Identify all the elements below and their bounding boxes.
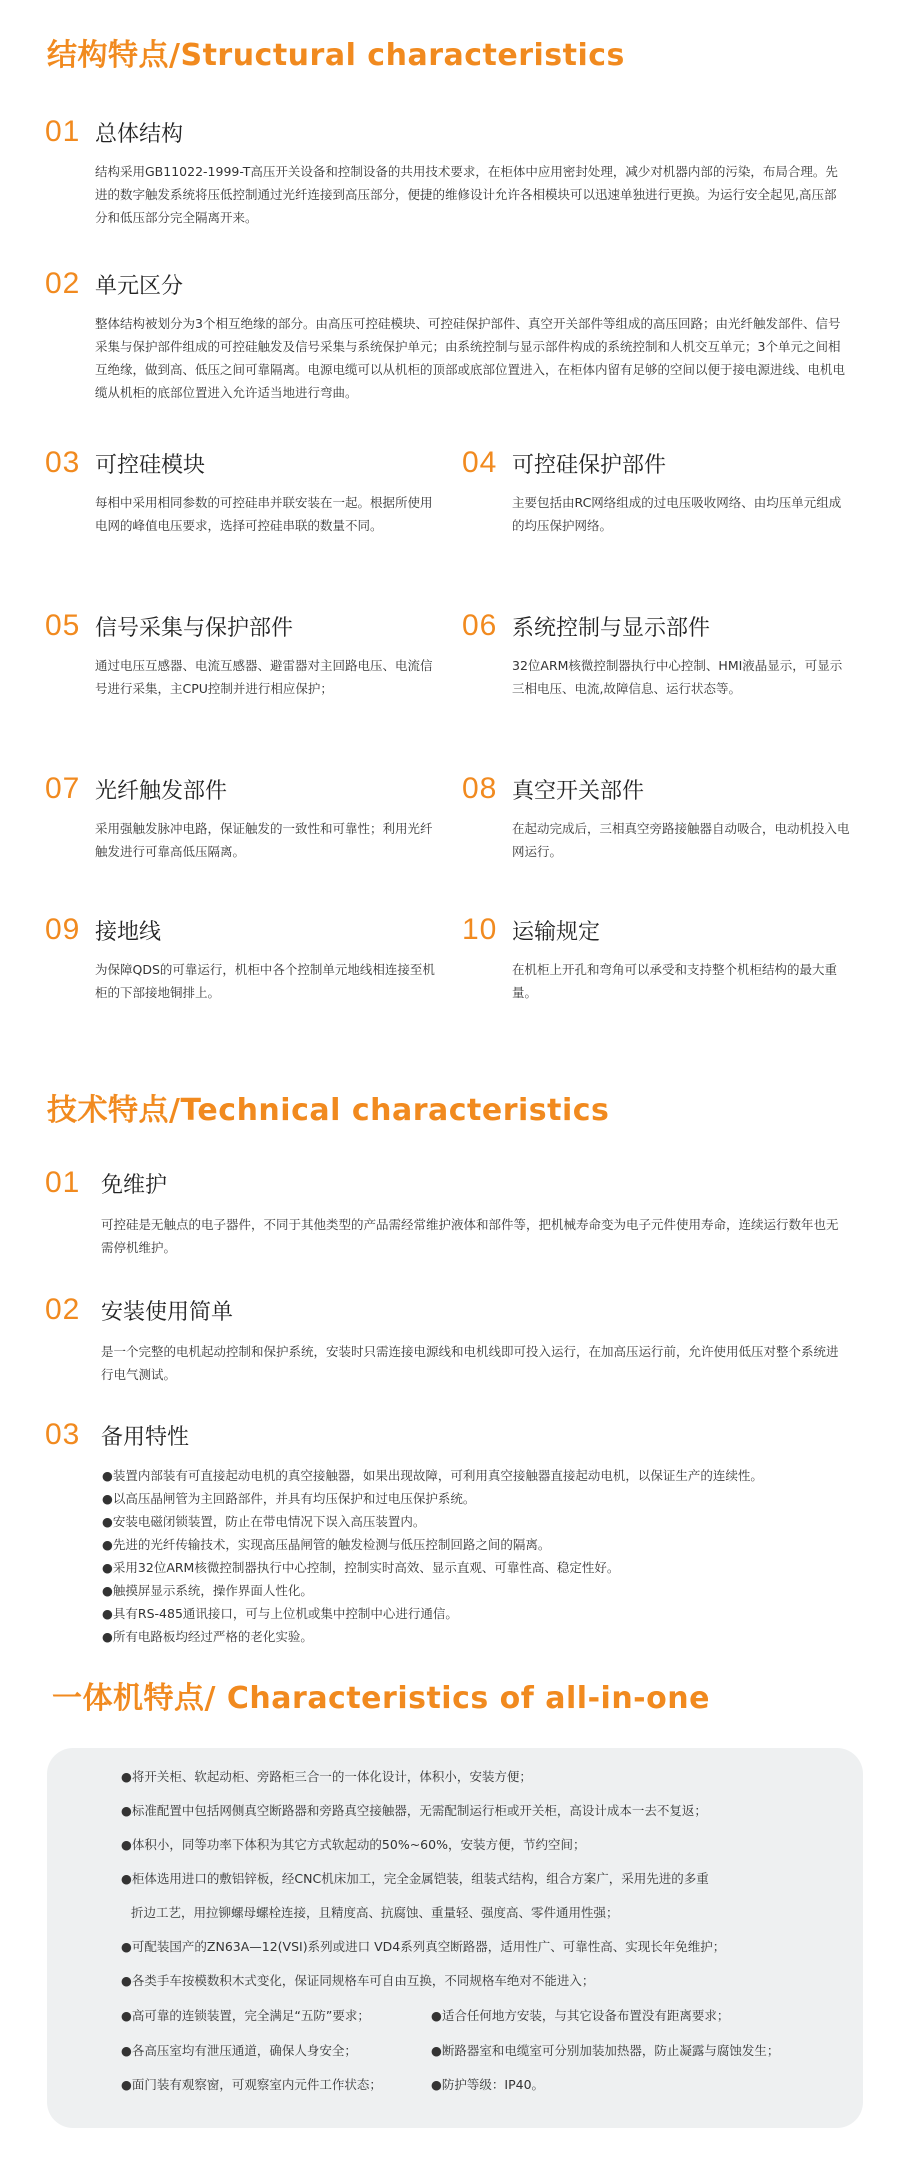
- item-title: 备用特性: [101, 1424, 190, 1450]
- item-title: 光纤触发部件: [95, 778, 228, 804]
- item-number: 09: [45, 913, 81, 946]
- list-item: ●以高压晶闸管为主回路部件，并具有均压保护和过电压保护系统。: [102, 1491, 476, 1506]
- item-text: 在机柜上开孔和弯角可以承受和支持整个机柜结构的最大重量。: [512, 962, 838, 1000]
- list-item: ●防护等级：IP40。: [431, 2077, 545, 2092]
- list-item: ●断路器室和电缆室可分别加装加热器，防止凝露与腐蚀发生；: [431, 2043, 780, 2058]
- technical-item-01: [45, 1163, 845, 1259]
- list-item: ●标准配置中包括网侧真空断路器和旁路真空接触器，无需配制运行柜或开关柜，高设计成本一去不复返；: [121, 1803, 707, 1818]
- structural-item-04: [462, 443, 852, 537]
- technical-item-02: [45, 1290, 845, 1386]
- structural-item-07: [45, 769, 435, 863]
- structural-item-01: [45, 112, 845, 229]
- item-number: 03: [45, 446, 81, 479]
- item-text: 采用强触发脉冲电路，保证触发的一致性和可靠性；利用光纤触发进行可靠高低压隔离。: [95, 821, 433, 859]
- list-item: ●采用32位ARM核微控制器执行中心控制，控制实时高效、显示直观、可靠性高、稳定性好。: [102, 1560, 620, 1575]
- item-number: 01: [45, 1166, 81, 1199]
- item-text: 是一个完整的电机起动控制和保护系统，安装时只需连接电源线和电机线即可投入运行，在加高压运行前，允许使用低压对整个系统进行电气测试。: [101, 1344, 839, 1382]
- item-title: 总体结构: [95, 121, 184, 147]
- item-number: 08: [462, 772, 498, 805]
- list-item: ●先进的光纤传输技术，实现高压晶闸管的触发检测与低压控制回路之间的隔离。: [102, 1537, 551, 1552]
- item-number: 02: [45, 267, 81, 300]
- structural-section-title: 结构特点/Structural characteristics: [47, 38, 625, 73]
- item-title: 系统控制与显示部件: [512, 615, 711, 641]
- item-title: 信号采集与保护部件: [95, 615, 294, 641]
- structural-item-08: [462, 769, 852, 863]
- item-text: 每相中采用相同参数的可控硅串并联安装在一起。根据所使用电网的峰值电压要求，选择可控硅串联的数量不同。: [95, 495, 433, 533]
- item-number: 07: [45, 772, 81, 805]
- item-title: 安装使用简单: [101, 1299, 234, 1325]
- item-number: 10: [462, 913, 498, 946]
- structural-item-06: [462, 606, 852, 700]
- list-item: ●装置内部装有可直接起动电机的真空接触器，如果出现故障，可利用真空接触器直接起动电机，以保证生产的连续性。: [102, 1468, 763, 1483]
- structural-item-09: [45, 910, 435, 1004]
- allinone-section-title: 一体机特点/ Characteristics of all-in-one: [52, 1681, 710, 1716]
- item-title: 单元区分: [95, 273, 184, 299]
- item-number: 05: [45, 609, 81, 642]
- item-title: 运输规定: [512, 919, 601, 945]
- list-item: ●面门装有观察窗，可观察室内元件工作状态；: [121, 2077, 382, 2092]
- item-title: 可控硅模块: [95, 452, 206, 478]
- item-text: 为保障QDS的可靠运行，机柜中各个控制单元地线相连接至机柜的下部接地铜排上。: [95, 962, 435, 1000]
- technical-section-title: 技术特点/Technical characteristics: [47, 1093, 610, 1128]
- backup-features-list: [102, 1464, 862, 1648]
- item-text: 可控硅是无触点的电子器件，不同于其他类型的产品需经常维护液体和部件等，把机械寿命变为电子元件使用寿命，连续运行数年也无需停机维护。: [101, 1217, 839, 1255]
- item-number: 04: [462, 446, 498, 479]
- item-number: 02: [45, 1293, 81, 1326]
- item-number: 06: [462, 609, 498, 642]
- item-text: 在起动完成后，三相真空旁路接触器自动吸合，电动机投入电网运行。: [512, 821, 850, 859]
- list-item: ●体积小，同等功率下体积为其它方式软起动的50%~60%，安装方便，节约空间；: [121, 1837, 586, 1852]
- item-number: 03: [45, 1418, 81, 1451]
- list-item: 折边工艺，用拉铆螺母螺栓连接，且精度高、抗腐蚀、重量轻、强度高、零件通用性强；: [131, 1905, 619, 1920]
- structural-item-03: [45, 443, 435, 537]
- item-text: 通过电压互感器、电流互感器、避雷器对主回路电压、电流信号进行采集，主CPU控制并进行相应保护；: [95, 658, 433, 696]
- list-item: ●将开关柜、软起动柜、旁路柜三合一的一体化设计，体积小，安装方便；: [121, 1769, 532, 1784]
- item-title: 可控硅保护部件: [512, 452, 667, 478]
- list-item: ●安装电磁闭锁装置，防止在带电情况下误入高压装置内。: [102, 1514, 426, 1529]
- structural-item-05: [45, 606, 435, 700]
- list-item: ●各类手车按模数积木式变化，保证同规格车可自由互换，不同规格车绝对不能进入；: [121, 1973, 595, 1988]
- list-item: ●各高压室均有泄压通道，确保人身安全；: [121, 2043, 357, 2058]
- item-text: 整体结构被划分为3个相互绝缘的部分。由高压可控硅模块、可控硅保护部件、真空开关部件等组成的高压回路；由光纤触发部件、信号采集与保护部件组成的可控硅触发及信号采集与系统保护单元；由系统控制与显示部件构成的系统控制和人机交互单元；3个单元之间相互绝缘，做到高、低压之间可靠隔离。电源电缆可以从机柜的顶部或底部位置进入，在柜体内留有足够的空间以便于接电源进线、电机电缆从机柜的底部位置进入允许适当地进行弯曲。: [95, 316, 846, 400]
- item-text: 32位ARM核微控制器执行中心控制、HMI液晶显示，可显示三相电压、电流,故障信息、运行状态等。: [512, 658, 843, 696]
- structural-item-10: [462, 910, 852, 1004]
- item-title: 免维护: [101, 1172, 168, 1198]
- item-title: 接地线: [95, 919, 162, 945]
- item-number: 01: [45, 115, 81, 148]
- item-text: 结构采用GB11022-1999-T高压开关设备和控制设备的共用技术要求，在柜体中应用密封处理，减少对机器内部的污染，布局合理。先进的数字触发系统将压低控制通过光纤连接到高压部分，便捷的维修设计允许各相模块可以迅速单独进行更换。为运行安全起见,高压部分和低压部分完全隔离开来。: [95, 164, 838, 225]
- list-item: ●柜体选用进口的敷铝锌板，经CNC机床加工，完全金属铠装，组装式结构，组合方案广，采用先进的多重: [121, 1871, 709, 1886]
- item-text: 主要包括由RC网络组成的过电压吸收网络、由均压单元组成的均压保护网络。: [512, 495, 842, 533]
- list-item: ●触摸屏显示系统，操作界面人性化。: [102, 1583, 313, 1598]
- technical-item-03: [45, 1415, 845, 1455]
- list-item: ●适合任何地方安装，与其它设备布置没有距离要求；: [431, 2008, 730, 2023]
- item-title: 真空开关部件: [512, 778, 645, 804]
- list-item: ●所有电路板均经过严格的老化实验。: [102, 1629, 313, 1644]
- structural-item-02: [45, 264, 845, 404]
- list-item: ●高可靠的连锁装置，完全满足“五防”要求；: [121, 2008, 370, 2023]
- list-item: ●具有RS-485通讯接口，可与上位机或集中控制中心进行通信。: [102, 1606, 458, 1621]
- list-item: ●可配装国产的ZN63A—12(VSI)系列或进口 VD4系列真空断路器，适用性广、可靠性高、实现长年免维护；: [121, 1939, 726, 1954]
